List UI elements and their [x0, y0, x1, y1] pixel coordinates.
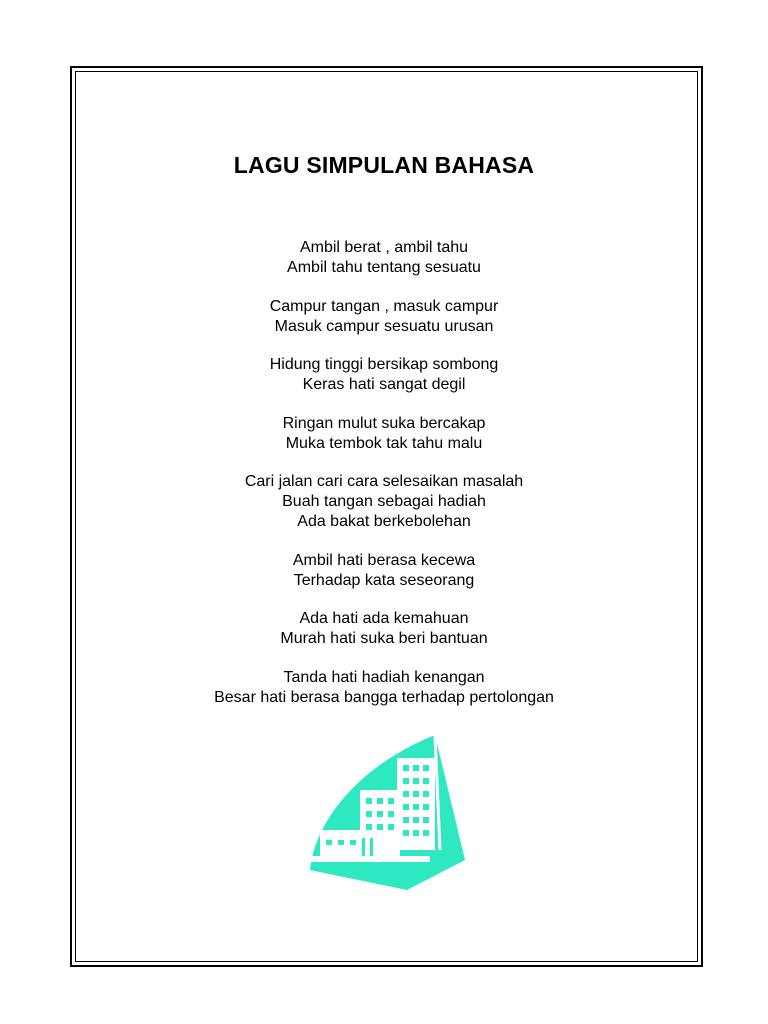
stanza — [0, 355, 768, 395]
lyric-line: Buah tangan sebagai hadiah — [282, 493, 486, 510]
lyric-line: Ada bakat berkebolehan — [297, 513, 471, 530]
lyric-line: Besar hati berasa bangga terhadap pertolongan — [214, 688, 554, 706]
stanza — [0, 551, 768, 591]
lyric-line: Campur tangan , masuk campur — [269, 297, 499, 315]
lyric-line: Cari jalan cari cara selesaikan masalah — [244, 473, 524, 490]
stanza — [0, 472, 768, 532]
lyrics — [0, 238, 768, 726]
lyric-line: Ambil berat , ambil tahu — [299, 239, 469, 256]
stanza — [0, 297, 768, 337]
lyric-line: Ada hati ada kemahuan — [299, 610, 469, 627]
stanza — [0, 668, 768, 708]
lyric-line: Keras hati sangat degil — [302, 376, 466, 393]
lyric-line: Terhadap kata seseorang — [293, 571, 475, 589]
lyric-line: Ringan mulut suka bercakap — [282, 414, 486, 432]
lyric-line: Masuk campur sesuatu urusan — [274, 317, 494, 335]
building-icon — [300, 730, 470, 895]
lyric-line: Murah hati suka beri bantuan — [280, 630, 488, 647]
page-title: LAGU SIMPULAN BAHASA — [233, 152, 535, 178]
lyric-line: Hidung tinggi bersikap sombong — [269, 356, 499, 373]
stanza — [0, 238, 768, 278]
lyric-line: Ambil hati berasa kecewa — [292, 551, 476, 569]
stanza — [0, 414, 768, 454]
stanza — [0, 609, 768, 649]
lyric-line: Tanda hati hadiah kenangan — [283, 668, 485, 686]
lyric-line: Muka tembok tak tahu malu — [285, 434, 483, 452]
lyric-line: Ambil tahu tentang sesuatu — [287, 259, 481, 276]
